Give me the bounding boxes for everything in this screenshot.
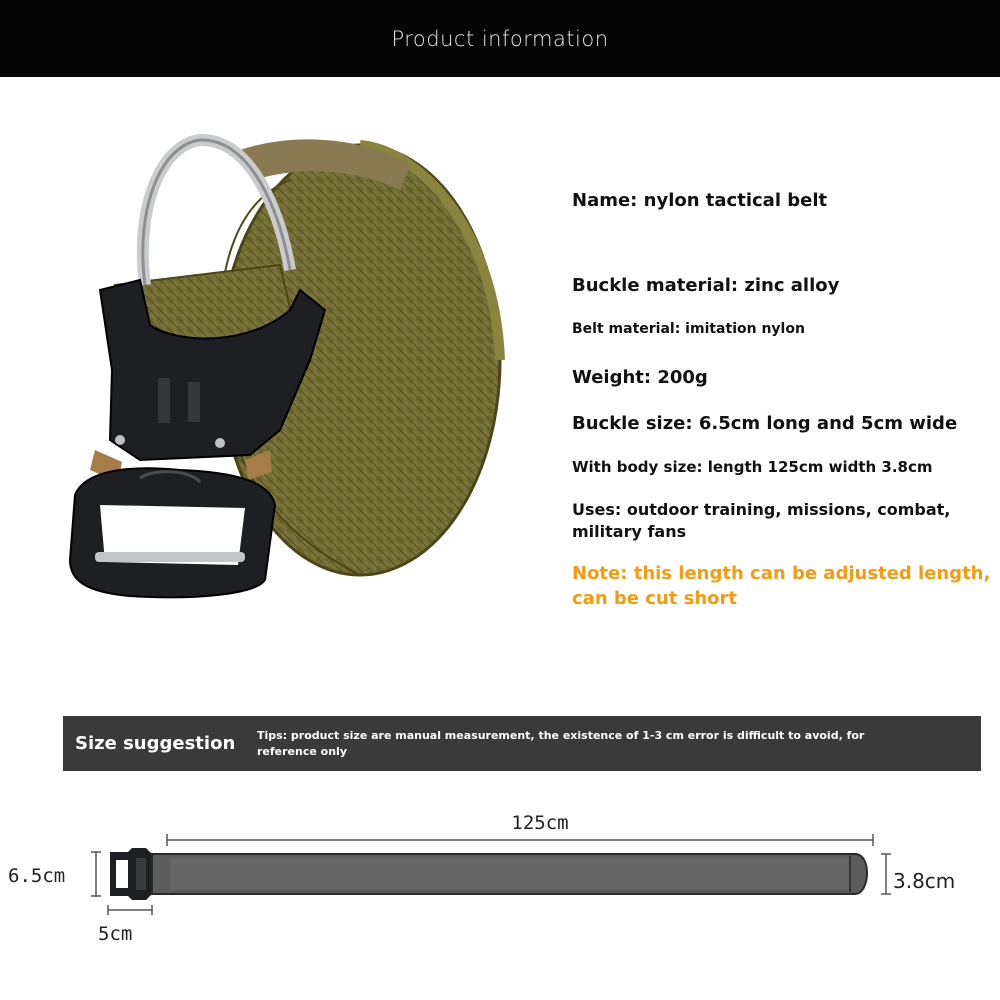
size-diagram <box>0 790 1000 1000</box>
size-suggestion-tips: Tips: product size are manual measurement, the existence of 1-3 cm error is difficult to avoid, for reference only <box>257 728 865 758</box>
spec-weight: Weight: 200g <box>572 367 708 388</box>
spec-uses: Uses: outdoor training, missions, combat, military fans <box>572 500 951 541</box>
spec-body-size: With body size: length 125cm width 3.8cm <box>572 458 933 476</box>
buckle-length-label: 6.5cm <box>8 865 66 887</box>
spec-buckle-material: Buckle material: zinc alloy <box>572 275 840 296</box>
spec-buckle-size: Buckle size: 6.5cm long and 5cm wide <box>572 413 958 434</box>
size-suggestion-bar <box>63 716 981 771</box>
spec-name: Name: nylon tactical belt <box>572 190 828 211</box>
belt-product-image <box>40 110 530 630</box>
belt-width-label: 3.8cm <box>893 869 956 893</box>
buckle-icon <box>110 848 152 900</box>
buckle-width-label: 5cm <box>98 923 133 945</box>
size-suggestion-title: Size suggestion <box>75 733 236 754</box>
header-bar <box>0 0 1000 77</box>
spec-note: Note: this length can be adjusted length, can be cut short <box>572 563 991 609</box>
header-title: Product information <box>391 26 609 51</box>
spec-belt-material: Belt material: imitation nylon <box>572 321 805 337</box>
length-label: 125cm <box>511 812 569 834</box>
